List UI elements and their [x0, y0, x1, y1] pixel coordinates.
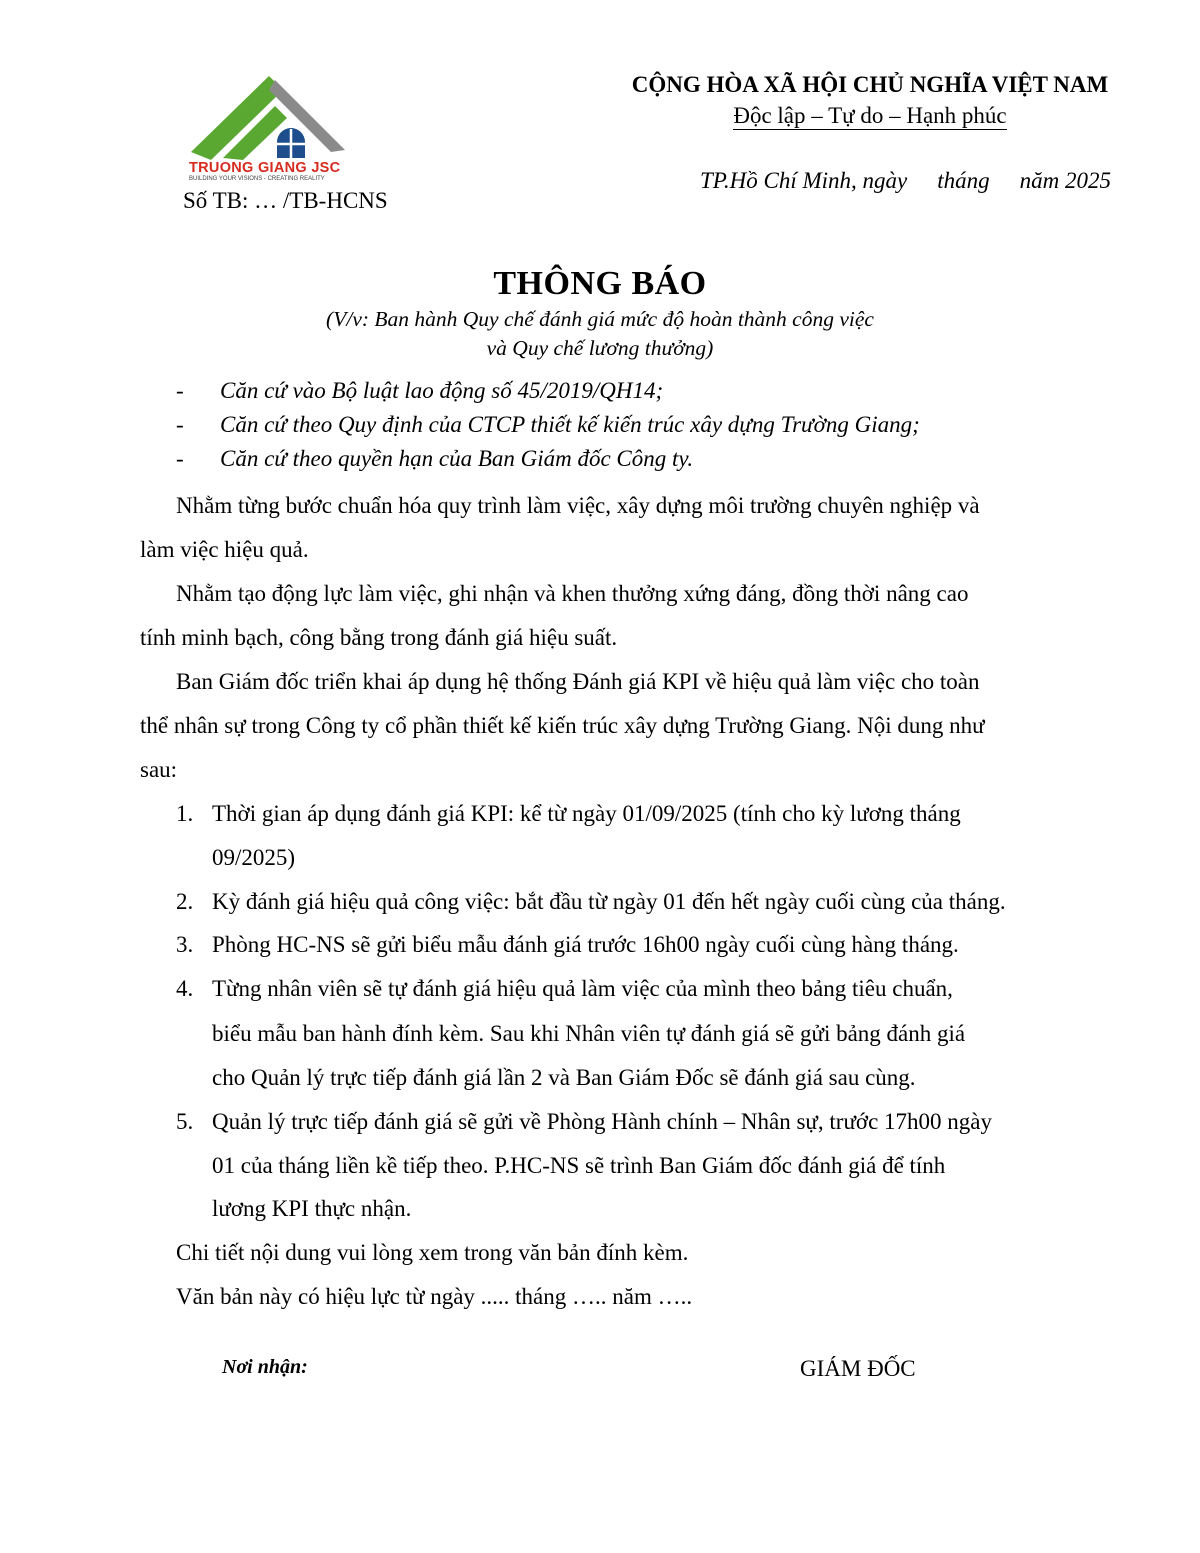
bullet-dash: - [176, 412, 184, 437]
paragraph-1-line-1: Nhằm từng bước chuẩn hóa quy trình làm việc, xây dựng môi trường chuyên nghiệp và [176, 493, 980, 518]
signature-title: GIÁM ĐỐC [800, 1356, 916, 1381]
paragraph-3-line-1: Ban Giám đốc triển khai áp dụng hệ thống Đánh giá KPI về hiệu quả làm việc cho toàn [176, 669, 980, 694]
list-item-4-line-2: biểu mẫu ban hành đính kèm. Sau khi Nhân viên tự đánh giá sẽ gửi bảng đánh giá [212, 1021, 966, 1046]
list-item-1-line-2: 09/2025) [212, 845, 296, 870]
legal-basis-text: Căn cứ theo quyền hạn của Ban Giám đốc Công ty. [220, 446, 694, 471]
subject-line-1: (V/v: Ban hành Quy chế đánh giá mức độ hoàn thành công việc [326, 307, 874, 331]
company-logo [183, 72, 353, 190]
window-icon [277, 128, 305, 158]
subject-line-2: và Quy chế lương thưởng) [486, 336, 714, 360]
list-item-5-line-1: Quản lý trực tiếp đánh giá sẽ gửi về Phòng Hành chính – Nhân sự, trước 17h00 ngày [212, 1109, 992, 1134]
list-item-5-line-2: 01 của tháng liền kề tiếp theo. P.HC-NS sẽ trình Ban Giám đốc đánh giá để tính [212, 1153, 946, 1178]
national-motto-text: Độc lập – Tự do – Hạnh phúc [733, 103, 1007, 128]
list-item-number: 2. [176, 889, 194, 914]
list-item-4-line-3: cho Quản lý trực tiếp đánh giá lần 2 và Ban Giám Đốc sẽ đánh giá sau cùng. [212, 1065, 916, 1090]
paragraph-2-line-1: Nhằm tạo động lực làm việc, ghi nhận và khen thưởng xứng đáng, đồng thời nâng cao [176, 581, 969, 606]
bullet-dash: - [176, 378, 184, 403]
notice-title: THÔNG BÁO [493, 265, 707, 302]
place-date-year: năm 2025 [1019, 168, 1111, 193]
list-item-4-line-1: Từng nhân viên sẽ tự đánh giá hiệu quả làm việc của mình theo bảng tiêu chuẩn, [212, 976, 953, 1001]
national-motto [560, 103, 1180, 129]
list-item-2-line-1: Kỳ đánh giá hiệu quả công việc: bắt đầu từ ngày 01 đến hết ngày cuối cùng của tháng. [212, 889, 1006, 914]
paragraph-3-line-3: sau: [140, 757, 178, 782]
closing-line-1: Chi tiết nội dung vui lòng xem trong văn bản đính kèm. [176, 1240, 689, 1265]
paragraph-1-line-2: làm việc hiệu quả. [140, 537, 309, 562]
place-date-month: tháng [937, 168, 990, 193]
paragraph-2-line-2: tính minh bạch, công bằng trong đánh giá hiệu suất. [140, 625, 618, 650]
logo-tagline: BUILDING YOUR VISIONS - CREATING REALITY [189, 176, 325, 182]
list-item-number: 5. [176, 1109, 194, 1134]
closing-line-2: Văn bản này có hiệu lực từ ngày ..... tháng ….. năm ….. [176, 1284, 693, 1309]
paragraph-3-line-2: thể nhân sự trong Công ty cổ phần thiết kế kiến trúc xây dựng Trường Giang. Nội dung như [140, 713, 985, 738]
national-title: CỘNG HÒA XÃ HỘI CHỦ NGHĨA VIỆT NAM [631, 72, 1109, 97]
list-item-number: 3. [176, 932, 194, 957]
place-date-city-day: TP.Hồ Chí Minh, ngày [700, 168, 908, 193]
place-date [700, 168, 1111, 194]
list-item-3-line-1: Phòng HC-NS sẽ gửi biểu mẫu đánh giá trước 16h00 ngày cuối cùng hàng tháng. [212, 932, 959, 957]
list-item-5-line-3: lương KPI thực nhận. [212, 1196, 412, 1221]
list-item-number: 4. [176, 976, 194, 1001]
logo-brand-name: TRUONG GIANG JSC [189, 160, 341, 176]
recipients-label: Nơi nhận: [222, 1356, 308, 1378]
list-item-1-line-1: Thời gian áp dụng đánh giá KPI: kể từ ngày 01/09/2025 (tính cho kỳ lương tháng [212, 801, 961, 826]
legal-basis-text: Căn cứ vào Bộ luật lao động số 45/2019/QH14; [220, 378, 664, 403]
bullet-dash: - [176, 446, 184, 471]
legal-basis-text: Căn cứ theo Quy định của CTCP thiết kế kiến trúc xây dựng Trường Giang; [220, 412, 920, 437]
list-item-number: 1. [176, 801, 194, 826]
document-number: Số TB: … /TB-HCNS [183, 188, 388, 213]
